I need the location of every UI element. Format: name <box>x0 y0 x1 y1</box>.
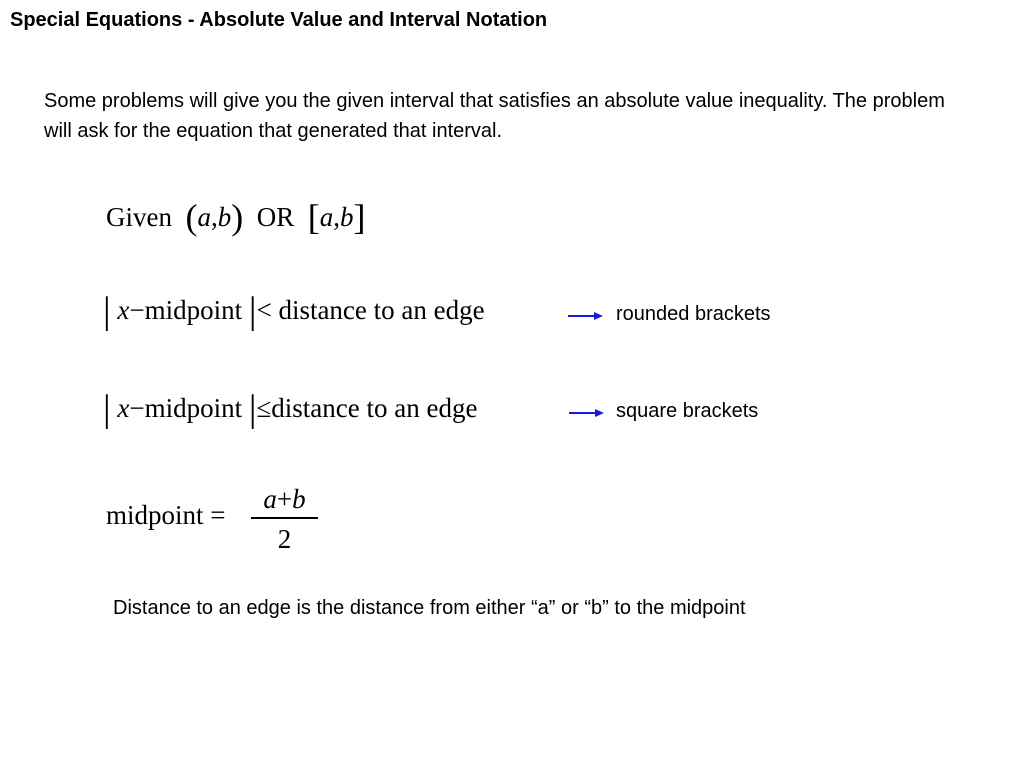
relation-sign: ≤ <box>256 393 272 423</box>
footer-note: Distance to an edge is the distance from either “a” or “b” to the midpoint <box>113 597 746 619</box>
interval-a: a <box>197 202 211 232</box>
page-title: Special Equations - Absolute Value and Interval Notation <box>10 9 548 31</box>
abs-bar-left: | <box>103 388 111 430</box>
arrow-right-icon <box>567 405 607 421</box>
interval-comma: , <box>210 202 218 232</box>
close-bracket: ] <box>353 197 366 237</box>
numerator-a: a <box>263 484 277 514</box>
intro-paragraph: Some problems will give you the given interval that satisfies an absolute value inequality. The problem will ask for the equation that generated that interval. <box>44 90 945 142</box>
midpoint-formula-lhs <box>106 500 226 531</box>
arrow-right-icon <box>566 308 606 324</box>
nonstrict-inequality <box>103 390 477 428</box>
minus-sign: − <box>129 393 145 423</box>
abs-bar-right: | <box>248 388 257 430</box>
midpoint-fraction <box>251 483 318 555</box>
midpoint-term: midpoint <box>144 393 243 423</box>
given-word: Given <box>106 202 172 232</box>
numerator-b: b <box>292 484 306 514</box>
midpoint-label: midpoint <box>106 500 204 530</box>
fraction-bar <box>251 517 318 519</box>
note-square-brackets: square brackets <box>616 400 759 422</box>
interval-comma-2: , <box>333 202 340 232</box>
given-intervals <box>106 196 366 238</box>
rhs-term: distance to an edge <box>278 295 485 325</box>
interval-b-2: b <box>340 202 354 232</box>
or-word: OR <box>256 202 295 232</box>
plus-sign: + <box>276 484 293 514</box>
note-rounded-brackets: rounded brackets <box>616 303 771 325</box>
interval-b: b <box>217 202 232 232</box>
variable-x: x <box>117 393 130 423</box>
interval-a-2: a <box>319 202 334 232</box>
fraction-numerator <box>251 483 318 515</box>
relation-sign: < <box>256 295 272 325</box>
open-paren: ( <box>185 197 198 237</box>
midpoint-term: midpoint <box>144 295 243 325</box>
close-paren: ) <box>231 197 244 237</box>
fraction-denominator: 2 <box>277 523 292 554</box>
rhs-term: distance to an edge <box>271 393 478 423</box>
variable-x: x <box>117 295 130 325</box>
minus-sign: − <box>129 295 145 325</box>
open-bracket: [ <box>307 197 320 237</box>
strict-inequality <box>103 292 485 330</box>
equals-sign: = <box>210 500 226 530</box>
abs-bar-left: | <box>103 290 111 332</box>
abs-bar-right: | <box>248 290 257 332</box>
